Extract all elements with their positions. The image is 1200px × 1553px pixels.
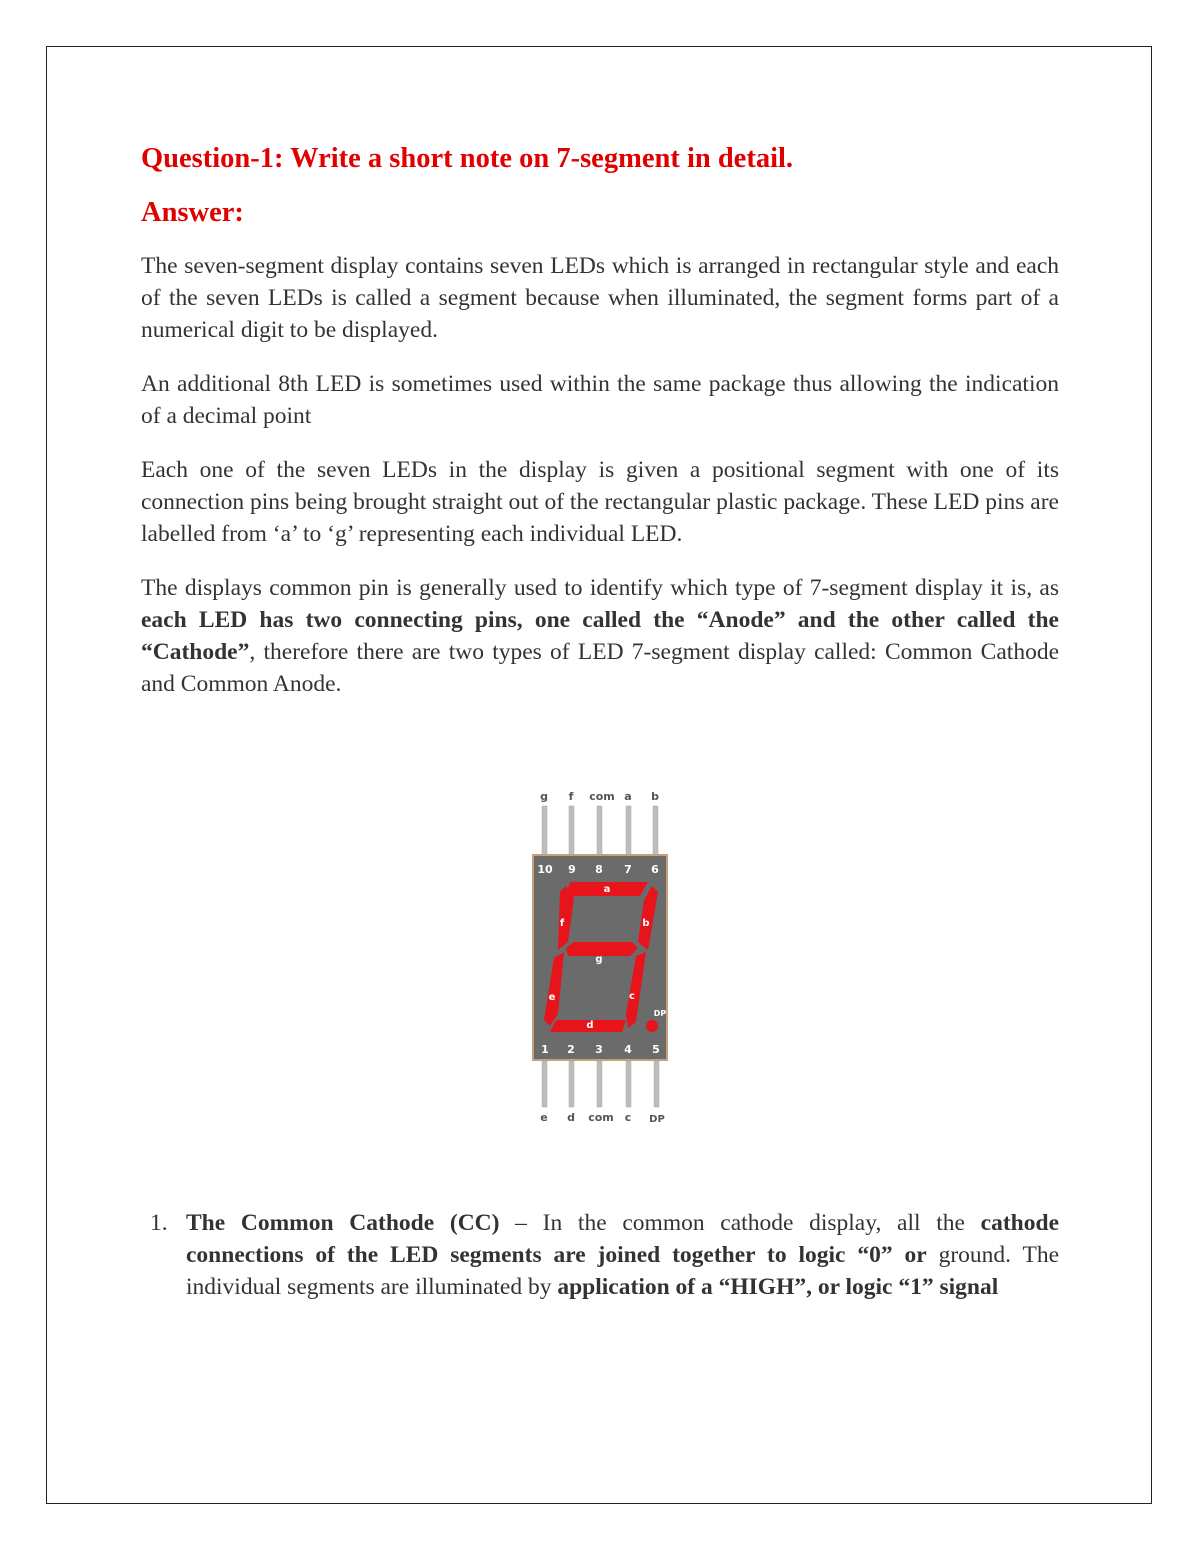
list-item-dash: – In the common cathode display, all the [499, 1210, 981, 1236]
bottom-pin-label-d: d [567, 1111, 575, 1124]
pin-number-8: 8 [595, 863, 603, 876]
segment-dp [646, 1020, 658, 1032]
bottom-pin-label-e: e [540, 1111, 548, 1124]
segment-label-d: d [586, 1020, 594, 1031]
pin-number-5: 5 [652, 1043, 660, 1056]
paragraph-types-part-2: , therefore there are two types of LED 7-segment display called: Common Cathode and Common Anode. [141, 639, 1059, 697]
top-pin-7 [626, 806, 631, 856]
list-item-bold-1: cathode connections of the LED segments are joined together to logic “0” or [186, 1210, 1059, 1268]
paragraph-types [141, 572, 1059, 700]
top-pin-label-a: a [624, 790, 632, 803]
document-body [141, 138, 1059, 700]
paragraph-pins: Each one of the seven LEDs in the display is given a positional segment with one of its connection pins being brought straight out of the rectangular plastic package. These LED pins are labelled from ‘a’ to ‘g’ representing each individual LED. [141, 457, 1059, 547]
types-list [141, 1207, 1059, 1303]
top-pin-8 [597, 806, 602, 856]
pin-number-6: 6 [651, 863, 659, 876]
paragraph-intro: The seven-segment display contains seven LEDs which is arranged in rectangular style and each of the seven LEDs is called a segment because when illuminated, the segment forms part of a numerical digit to be displayed. [141, 253, 1059, 343]
list-number: 1. [150, 1210, 168, 1236]
pin-number-1: 1 [541, 1043, 549, 1056]
bottom-pin-2 [569, 1061, 574, 1107]
bottom-pin-1 [542, 1061, 547, 1107]
pin-number-9: 9 [568, 863, 576, 876]
seven-segment-diagram [520, 780, 680, 1130]
list-item-bold-2: application of a “HIGH”, or logic “1” signal [557, 1274, 999, 1300]
bottom-pin-4 [626, 1061, 631, 1107]
top-pin-label-f: f [568, 790, 574, 803]
answer-label: Answer: [141, 197, 244, 228]
segment-label-b: b [642, 918, 650, 929]
list-item-common-cathode [141, 1207, 1059, 1303]
paragraph-decimal-point: An additional 8th LED is sometimes used within the same package thus allowing the indication of a decimal point [141, 371, 1059, 429]
pin-number-2: 2 [567, 1043, 575, 1056]
list-item-title: The Common Cathode (CC) [186, 1210, 500, 1236]
pin-number-7: 7 [624, 863, 632, 876]
segment-label-f: f [559, 918, 565, 929]
bottom-pin-5 [654, 1061, 659, 1107]
segment-label-e: e [548, 992, 556, 1003]
paragraph-types-part-1: The displays common pin is generally used to identify which type of 7-segment display it is, as [141, 575, 1059, 601]
pin-number-10: 10 [537, 863, 553, 876]
pin-number-4: 4 [624, 1043, 632, 1056]
paragraph-types-bold: each LED has two connecting pins, one called the “Anode” and the other called the “Cathode” [141, 607, 1059, 665]
list-item-plain: ground. The individual segments are illuminated by [186, 1242, 1060, 1300]
top-pin-10 [542, 806, 547, 856]
top-pin-label-g: g [540, 790, 548, 803]
bottom-pin-label-dp: DP [649, 1114, 665, 1125]
top-pin-6 [653, 806, 658, 856]
segment-label-c: c [629, 991, 635, 1002]
question-heading: Question-1: Write a short note on 7-segment in detail. [141, 143, 794, 174]
top-pin-label-b: b [651, 790, 659, 803]
segment-label-a: a [603, 884, 611, 895]
top-pin-9 [569, 806, 574, 856]
seven-segment-svg [520, 780, 680, 1130]
segment-label-dp: DP [653, 1009, 667, 1018]
top-pin-label-com: com [589, 790, 615, 803]
bottom-pin-label-c: c [624, 1111, 632, 1124]
bottom-pin-3 [597, 1061, 602, 1107]
pin-number-3: 3 [595, 1043, 603, 1056]
bottom-pin-label-com: com [588, 1111, 614, 1124]
segment-label-g: g [595, 954, 603, 965]
